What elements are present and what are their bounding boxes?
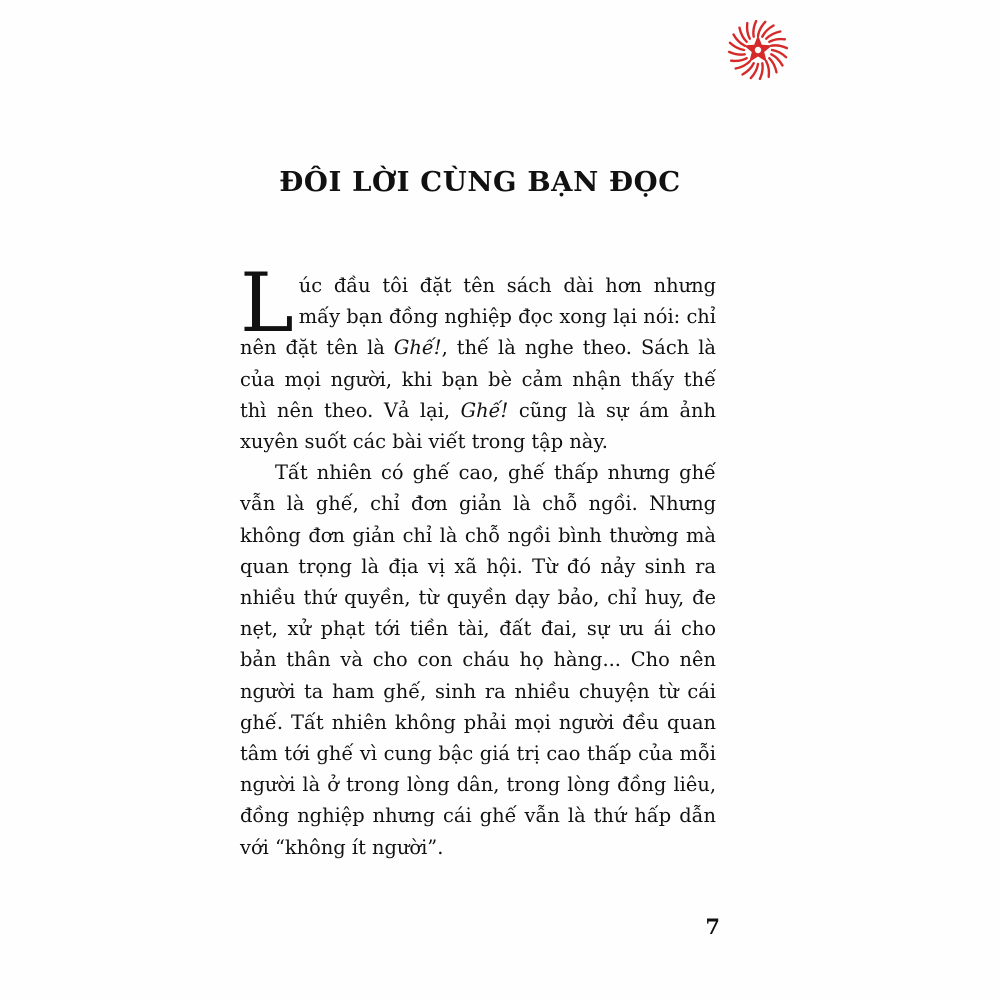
book-title-italic-2: Ghế! xyxy=(460,398,509,422)
paragraph-1-text-b: , thế là nghe theo. Sách là của mọi người, khi bạn bè cảm nhận thấy thế thì nên theo. Vả lại, xyxy=(240,336,716,422)
paragraph-1-text-c: cũng là sự ám ảnh xuyên suốt các bài viết trong tập này. xyxy=(240,398,716,454)
publisher-star-logo-icon xyxy=(726,20,790,80)
paragraph-1 xyxy=(240,257,716,457)
book-title-italic-1: Ghế! xyxy=(393,336,442,360)
drop-cap: L xyxy=(240,257,294,351)
paragraph-2: Tất nhiên có ghế cao, ghế thấp nhưng ghế vẫn là ghế, chỉ đơn giản là chỗ ngồi. Nhưng không đơn giản chỉ là chỗ ngồi bình thường mà quan trọng là địa vị xã hội. Từ đó nảy sinh ra nhiều thứ quyền, từ quyền dạy bảo, chỉ huy, đe nẹt, xử phạt tới tiền tài, đất đai, sự ưu ái cho bản thân và cho con cháu họ hàng... Cho nên người ta ham ghế, sinh ra nhiều chuyện từ cái ghế. Tất nhiên không phải mọi người đều quan tâm tới ghế vì cung bậc giá trị cao thấp của mỗi người là ở trong lòng dân, trong lòng đồng liêu, đồng nghiệp nhưng cái ghế vẫn là thứ hấp dẫn với “không ít người”. xyxy=(240,461,716,859)
paragraph-1-text-a: úc đầu tôi đặt tên sách dài hơn nhưng mấy bạn đồng nghiệp đọc xong lại nói: chỉ nên đặt tên là xyxy=(240,274,716,360)
page-number: 7 xyxy=(705,914,720,939)
body-text xyxy=(240,257,716,863)
page-title: ĐÔI LỜI CÙNG BẠN ĐỌC xyxy=(279,166,681,198)
publisher-logo xyxy=(726,20,790,80)
